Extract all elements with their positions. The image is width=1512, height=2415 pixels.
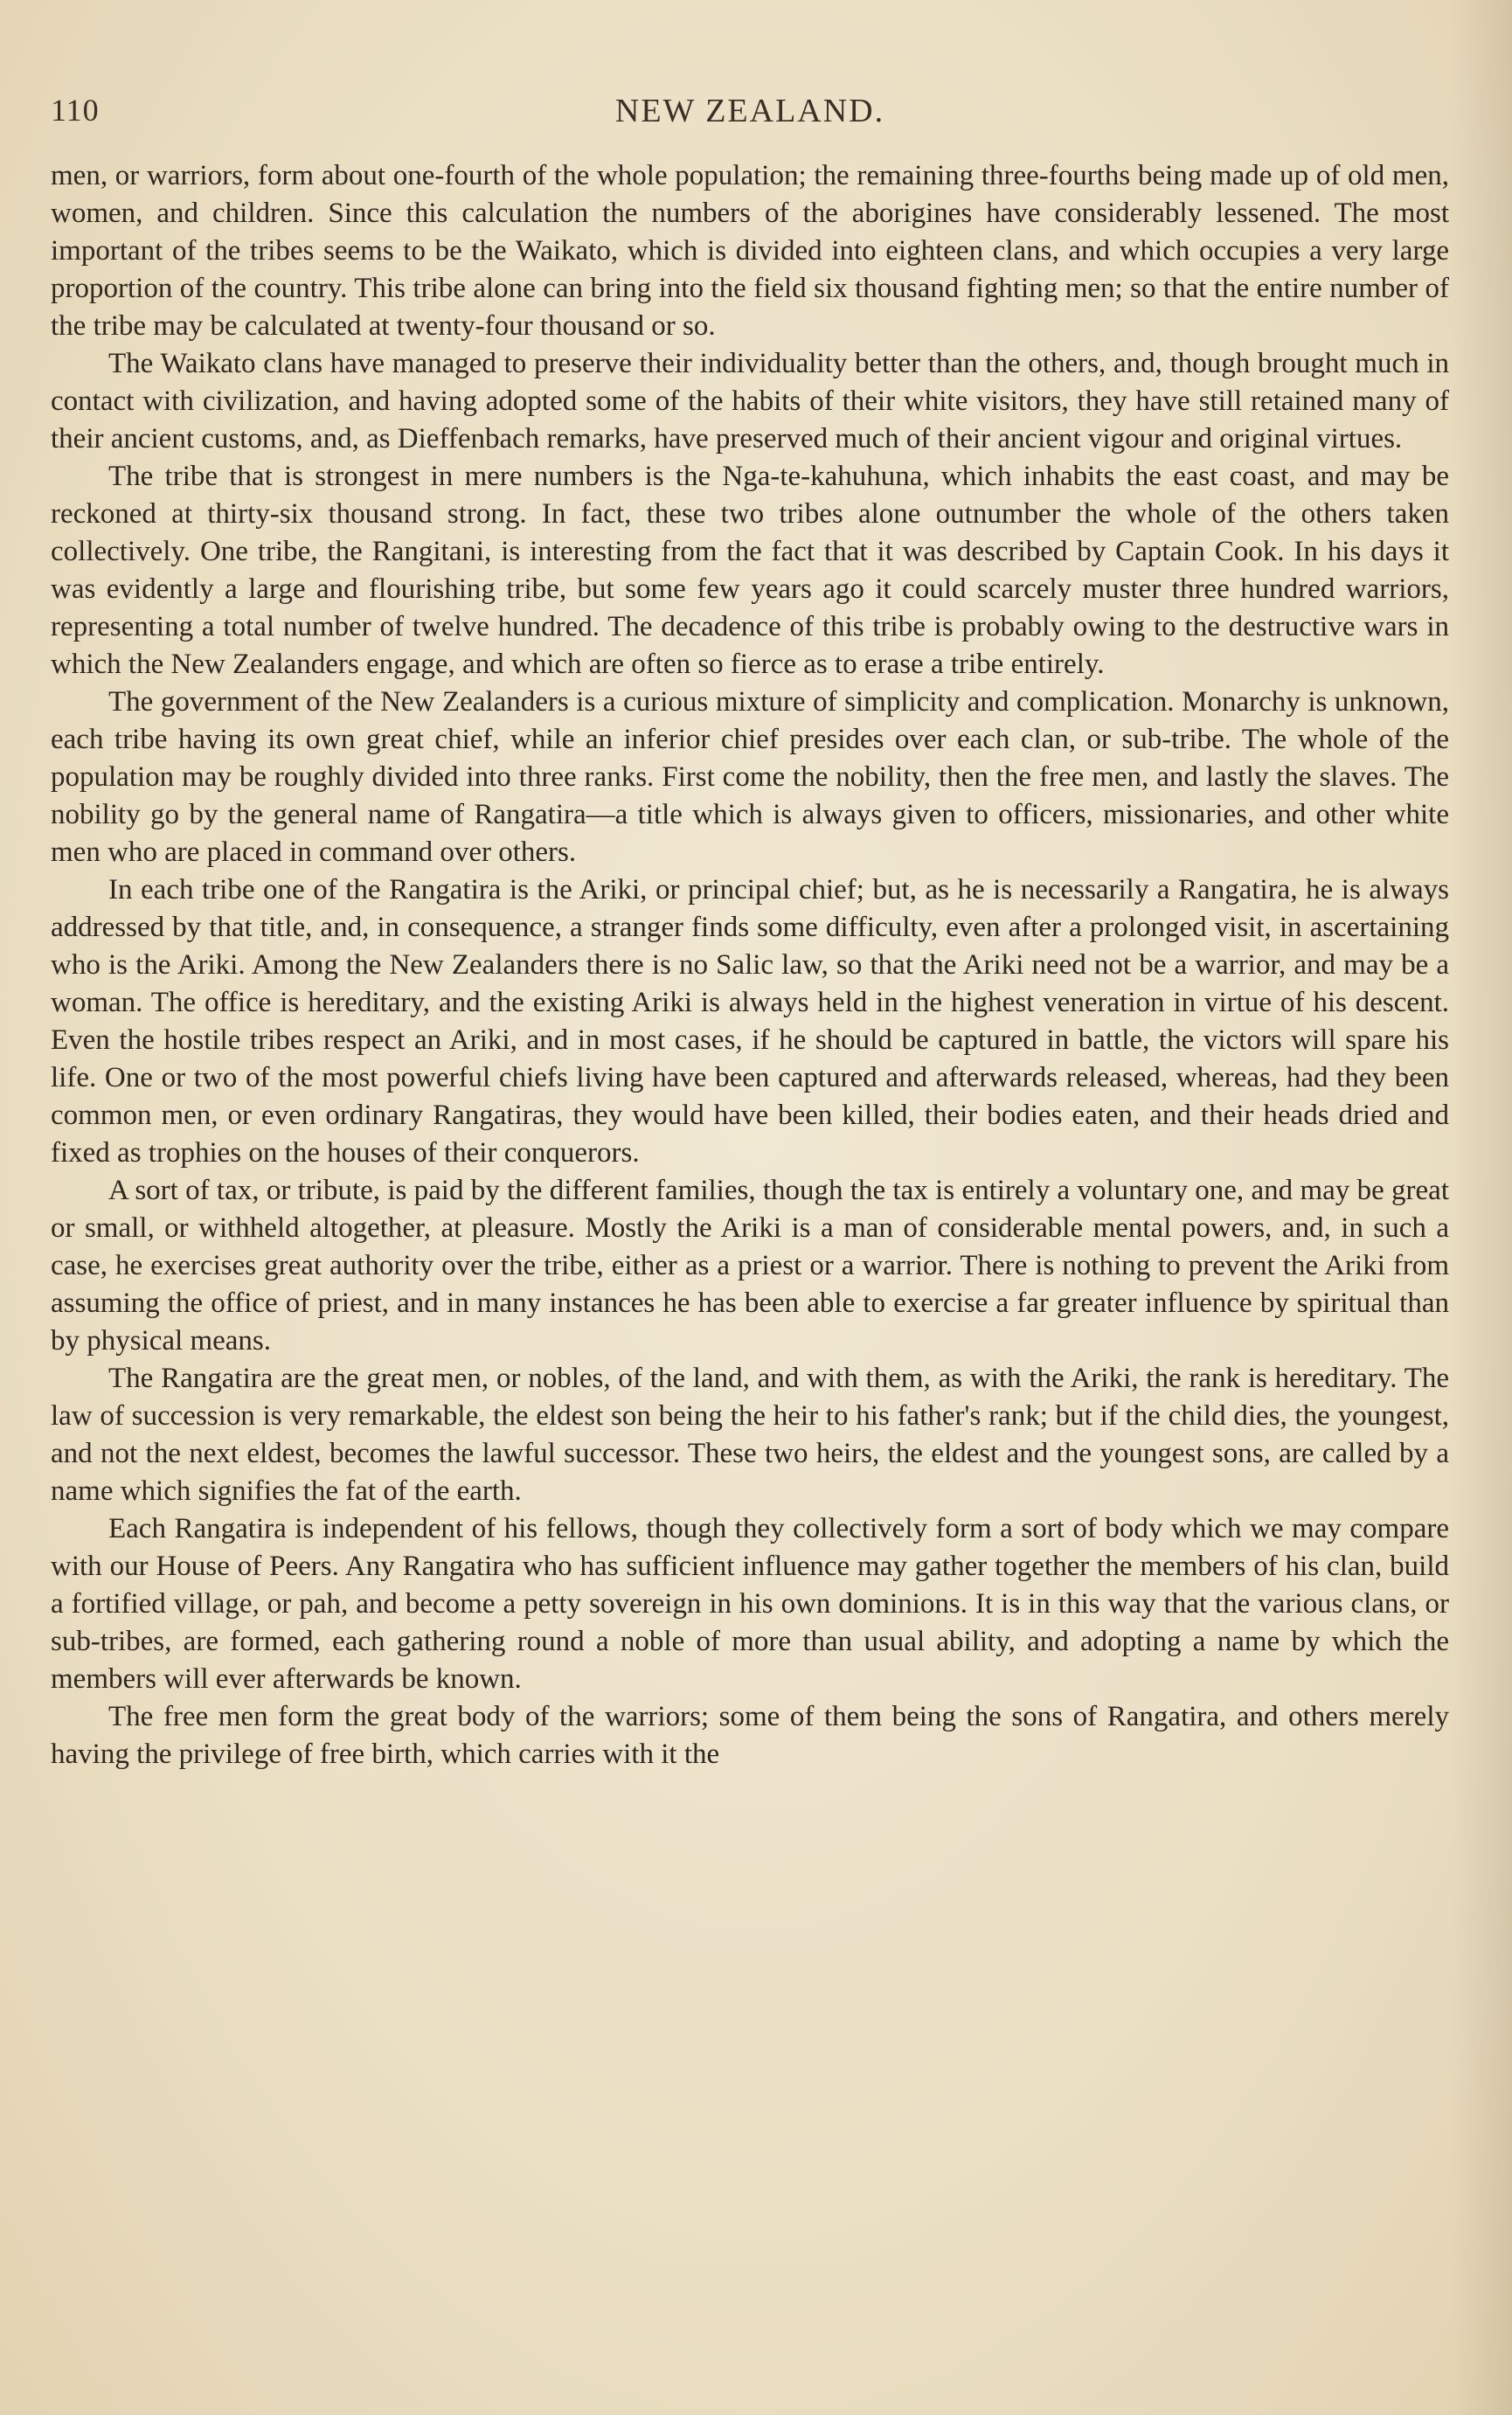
running-title: NEW ZEALAND. <box>614 93 885 129</box>
page-number: 110 <box>51 93 100 128</box>
paragraph-tribute: A sort of tax, or tribute, is paid by the different families, though the tax is entirely a voluntary one, and may be great or small, or withheld altogether, at pleasure. Mostly the Ariki is a man of considerable mental powers, and, in such a case, he exercises great authority over the tribe, either as a priest or a warrior. There is nothing to prevent the Ariki from assuming the office of priest, and in many instances he has been able to exercise a far greater influence by spiritual than by physical means. <box>51 1175 1449 1357</box>
paragraph-ariki: In each tribe one of the Rangatira is the Ariki, or principal chief; but, as he is necessarily a Rangatira, he is always addressed by that title, and, in consequence, a stranger finds some difficulty, even after a prolonged visit, in ascertaining who is the Ariki. Among the New Zealanders there is no Salic law, so that the Ariki need not be a warrior, and may be a woman. The office is hereditary, and the existing Ariki is always held in the highest veneration in virtue of his descent. Even the hostile tribes respect an Ariki, and in most cases, if he should be captured in battle, the victors will spare his life. One or two of the most powerful chiefs living have been captured and afterwards released, whereas, had they been common men, or even ordinary Rangatiras, they would have been killed, their bodies eaten, and their heads dried and fixed as trophies on the houses of their conquerors. <box>51 874 1449 1169</box>
paragraph-each-rangatira: Each Rangatira is independent of his fellows, though they collectively form a sort of body which we may compare with our House of Peers. Any Rangatira who has sufficient influence may gather together the members of his clan, build a fortified village, or pah, and become a petty sovereign in his own dominions. It is in this way that the various clans, or sub-tribes, are formed, each gathering round a noble of more than usual ability, and adopting a name by which the members will ever afterwards be known. <box>51 1513 1449 1695</box>
paragraph-rangatira: The Rangatira are the great men, or nobles, of the land, and with them, as with the Ariki, the rank is hereditary. The law of succession is very remarkable, the eldest son being the heir to his father's rank; but if the child dies, the youngest, and not the next eldest, becomes the lawful successor. These two heirs, the eldest and the youngest sons, are called by a name which signifies the fat of the earth. <box>51 1363 1449 1507</box>
running-head <box>51 92 1449 144</box>
paragraph-waikato-clans: The Waikato clans have managed to preserve their individuality better than the others, and, though brought much in contact with civilization, and having adopted some of the habits of their white visitors, they have still retained many of their ancient customs, and, as Dieffenbach remarks, have preserved much of their ancient vigour and original virtues. <box>51 348 1449 455</box>
body-text <box>51 157 1449 1773</box>
paragraph-continued: men, or warriors, form about one-fourth of the whole population; the remaining three-fourths being made up of old men, women, and children. Since this calculation the numbers of the aborigines have considerably lessened. The most important of the tribes seems to be the Waikato, which is divided into eighteen clans, and which occupies a very large proportion of the country. This tribe alone can bring into the field six thousand fighting men; so that the entire number of the tribe may be calculated at twenty-four thousand or so. <box>51 160 1449 342</box>
paragraph-government: The government of the New Zealanders is a curious mixture of simplicity and complication. Monarchy is unknown, each tribe having its own great chief, while an inferior chief presides over each clan, or sub-tribe. The whole of the population may be roughly divided into three ranks. First come the nobility, then the free men, and lastly the slaves. The nobility go by the general name of Rangatira—a title which is always given to officers, missionaries, and other white men who are placed in command over others. <box>51 686 1449 868</box>
paragraph-free-men: The free men form the great body of the warriors; some of them being the sons of Rangatira, and others merely having the privilege of free birth, which carries with it the <box>51 1701 1449 1770</box>
paragraph-nga-te-kahuhuna: The tribe that is strongest in mere numbers is the Nga-te-kahuhuna, which inhabits the east coast, and may be reckoned at thirty-six thousand strong. In fact, these two tribes alone outnumber the whole of the others taken collectively. One tribe, the Rangitani, is interesting from the fact that it was described by Captain Cook. In his days it was evidently a large and flourishing tribe, but some few years ago it could scarcely muster three hundred warriors, representing a total number of twelve hundred. The decadence of this tribe is probably owing to the destructive wars in which the New Zealanders engage, and which are often so fierce as to erase a tribe entirely. <box>51 461 1449 680</box>
spine-shadow <box>1451 0 1512 2415</box>
